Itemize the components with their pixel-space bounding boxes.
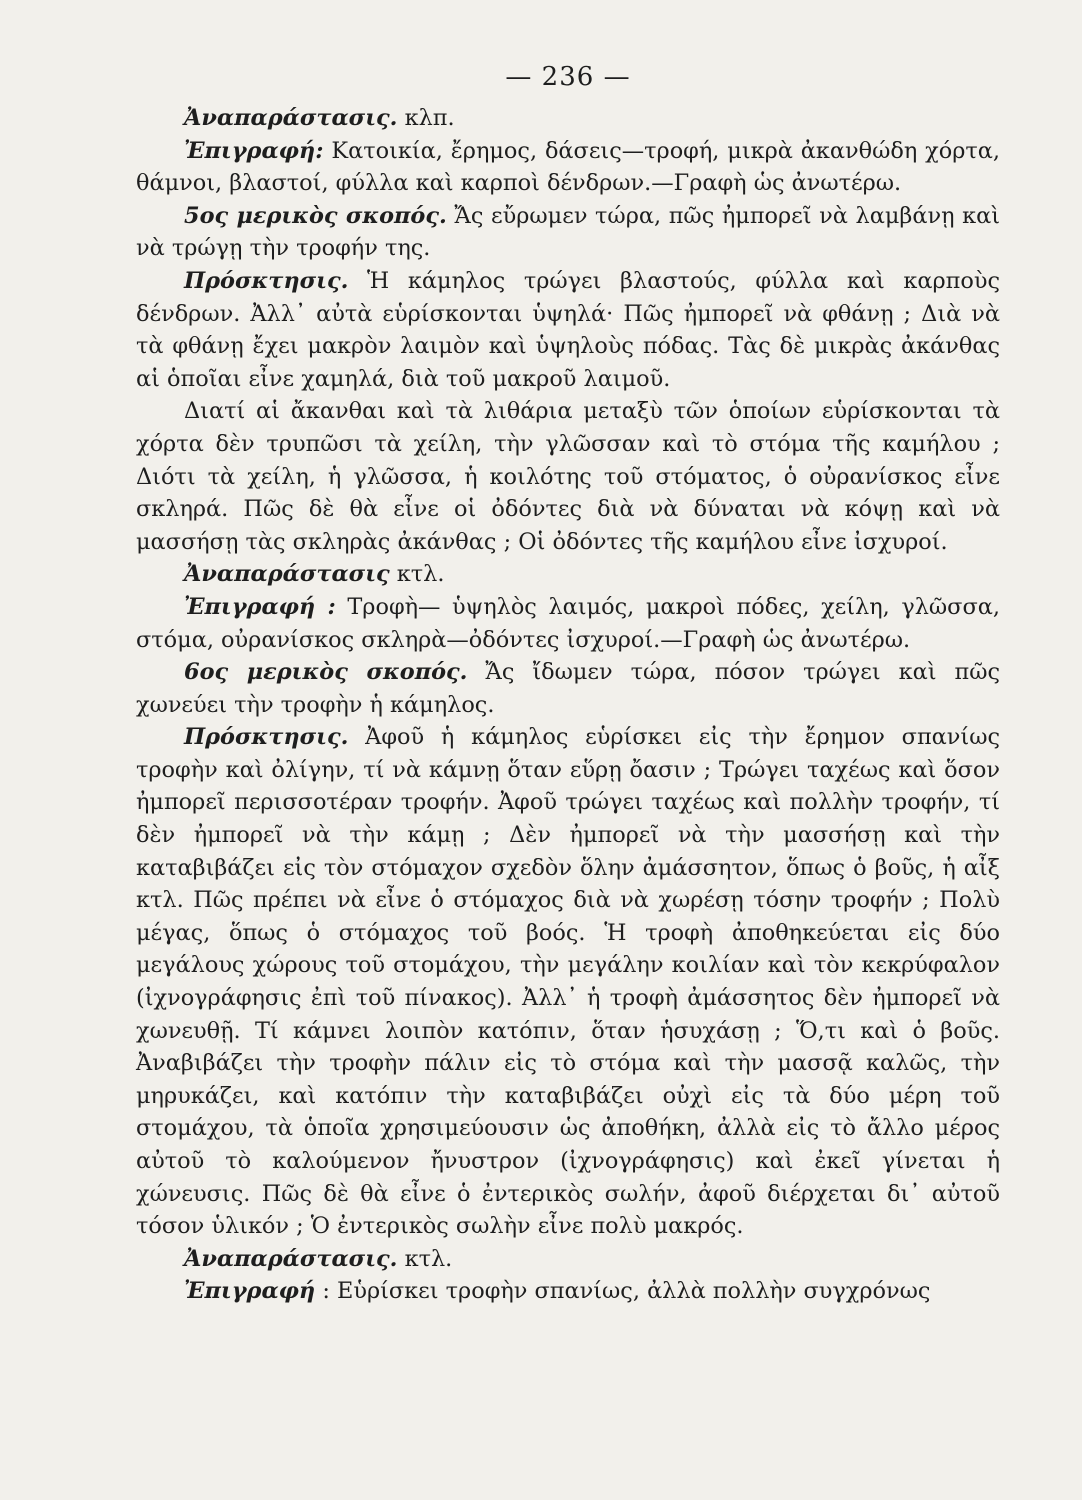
paragraph-text: : Εὑρίσκει τροφὴν σπανίως, ἀλλὰ πολλὴν συγχρόνως xyxy=(315,1278,931,1305)
paragraph-goal-5 xyxy=(136,200,1000,265)
paragraph-acquisition-2 xyxy=(136,721,1000,1243)
paragraph-inscription-1 xyxy=(136,135,1000,200)
section-heading: 6ος μερικὸς σκοπός. xyxy=(184,659,468,686)
paragraph-reconstruction-2 xyxy=(136,558,1000,591)
paragraph-text: Τροφὴ— ὑψηλὸς λαιμός, μακροὶ πόδες, χείλη, γλῶσσα, στόμα, οὐρανίσκος σκληρὰ—ὀδόντες ἰσχυροί.—Γραφὴ ὡς ἀνωτέρω. xyxy=(136,593,1000,653)
paragraph-text: Ἄς εὔρωμεν τώρα, πῶς ἠμπορεῖ νὰ λαμβάνῃ καὶ νὰ τρώγῃ τὴν τροφήν της. xyxy=(136,202,1000,262)
page-number: — 236 — xyxy=(505,62,631,92)
section-heading: Ἐπιγραφή: xyxy=(184,137,324,164)
section-heading: Ἀναπαράστασις. xyxy=(184,105,398,131)
paragraph-reconstruction-3 xyxy=(136,1243,1000,1276)
paragraph-text: Ἡ κάμηλος τρώγει βλαστούς, φύλλα καὶ καρποὺς δένδρων. Ἀλλ᾽ αὐτὰ εὑρίσκονται ὑψηλά· Πῶς ἠμπορεῖ νὰ φθάνῃ ; Διὰ νὰ τὰ φθάνῃ ἔχει μακρὸν λαιμὸν καὶ ὑψηλοὺς πόδας. Τὰς δὲ μικρὰς ἀκάνθας αἱ ὁποῖαι εἶνε χαμηλά, διὰ τοῦ μακροῦ λαιμοῦ. xyxy=(136,267,1000,392)
paragraph-text: κτλ. xyxy=(389,561,445,588)
paragraph-reconstruction-1 xyxy=(136,102,1000,135)
paragraph-text: Ἄς ἴδωμεν τώρα, πόσον τρώγει καὶ πῶς χωνεύει τὴν τροφὴν ἡ κάμηλος. xyxy=(136,659,1000,718)
paragraph-acquisition-1 xyxy=(136,265,1000,395)
paragraph-continuation xyxy=(136,395,1000,558)
paragraph-goal-6 xyxy=(136,656,1000,721)
paragraph-text: κλπ. xyxy=(397,105,455,131)
section-heading: Ἀναπαράστασις. xyxy=(184,1245,398,1272)
paragraph-text: Διατί αἱ ἄκανθαι καὶ τὰ λιθάρια μεταξὺ τῶν ὁποίων εὑρίσκονται τὰ χόρτα δὲν τρυπῶσι τὰ χείλη, τὴν γλῶσσαν καὶ τὸ στόμα τῆς καμήλου ; Διότι τὰ χείλη, ἡ γλῶσσα, ἡ κοιλότης τοῦ στόματος, ὁ οὐρανίσκος εἶνε σκληρά. Πῶς δὲ θὰ εἶνε οἱ ὀδόντες διὰ νὰ δύναται νὰ κόψῃ καὶ νὰ μασσήσῃ τὰς σκληρὰς ἀκάνθας ; Οἱ ὀδόντες τῆς καμήλου εἶνε ἰσχυροί. xyxy=(136,398,1000,555)
paragraph-text: Ἀφοῦ ἡ κάμηλος εὑρίσκει εἰς τὴν ἔρημον σπανίως τροφὴν καὶ ὀλίγην, τί νὰ κάμνῃ ὅταν εὕρῃ ὄασιν ; Τρώγει ταχέως καὶ ὅσον ἠμπορεῖ περισσοτέραν τροφήν. Ἀφοῦ τρώγει ταχέως καὶ πολλὴν τροφήν, τί δὲν ἠμπορεῖ νὰ τὴν κάμῃ ; Δὲν ἠμπορεῖ νὰ τὴν μασσήσῃ καὶ τὴν καταβιβάζει εἰς τὸν στόμαχον σχεδὸν ὅλην ἀμάσσητον, ὅπως ὁ βοῦς, ἡ αἶξ κτλ. Πῶς πρέπει νὰ εἶνε ὁ στόμαχος διὰ νὰ χωρέσῃ τόσην τροφήν ; Πολὺ μέγας, ὅπως ὁ στόμαχος τοῦ βοός. Ἡ τροφὴ ἀποθηκεύεται εἰς δύο μεγάλους χώρους τοῦ στομάχου, τὴν μεγάλην κοιλίαν καὶ τὸν κεκρύφαλον (ἰχνογράφησις ἐπὶ τοῦ πίνακος). Ἀλλ᾽ ἡ τροφὴ ἀμάσσητος δὲν ἠμπορεῖ νὰ χωνευθῇ. Τί κάμνει λοιπὸν κατόπιν, ὅταν ἡσυχάσῃ ; Ὅ,τι καὶ ὁ βοῦς. Ἀναβιβάζει τὴν τροφὴν πάλιν εἰς τὸ στόμα καὶ τὴν μασσᾷ καλῶς, τὴν μηρυκάζει, καὶ κατόπιν τὴν καταβιβάζει οὐχὶ εἰς τὰ δύο μέρη τοῦ στομάχου, τὰ ὁποῖα χρησιμεύουσιν ὡς ἀποθήκη, ἀλλὰ εἰς τὸ ἄλλο μέρος αὐτοῦ τὸ καλούμενον ἤνυστρον (ἰχνογράφησις) καὶ ἐκεῖ γίνεται ἡ χώνευσις. Πῶς δὲ θὰ εἶνε ὁ ἐντερικὸς σωλήν, ἀφοῦ διέρχεται δι᾽ αὐτοῦ τόσον ὑλικόν ; Ὁ ἐντερικὸς σωλὴν εἶνε πολὺ μακρός. xyxy=(136,724,1000,1240)
section-heading: Πρόσκτησις. xyxy=(184,267,349,294)
section-heading: Ἐπιγραφή xyxy=(184,1278,316,1305)
section-heading: 5ος μερικὸς σκοπός. xyxy=(184,202,447,229)
paragraph-text: κτλ. xyxy=(397,1245,453,1272)
paragraph-inscription-3 xyxy=(136,1275,1000,1308)
section-heading: Πρόσκτησις. xyxy=(184,724,349,751)
paragraph-text: Κατοικία, ἔρημος, δάσεις—τροφή, μικρὰ ἀκανθώδη χόρτα, θάμνοι, βλαστοί, φύλλα καὶ καρποὶ δένδρων.—Γραφὴ ὡς ἀνωτέρω. xyxy=(136,137,1000,197)
paragraph-inscription-2 xyxy=(136,591,1000,656)
section-heading: Ἐπιγραφή : xyxy=(184,593,336,620)
section-heading: Ἀναπαράστασις xyxy=(184,561,390,588)
